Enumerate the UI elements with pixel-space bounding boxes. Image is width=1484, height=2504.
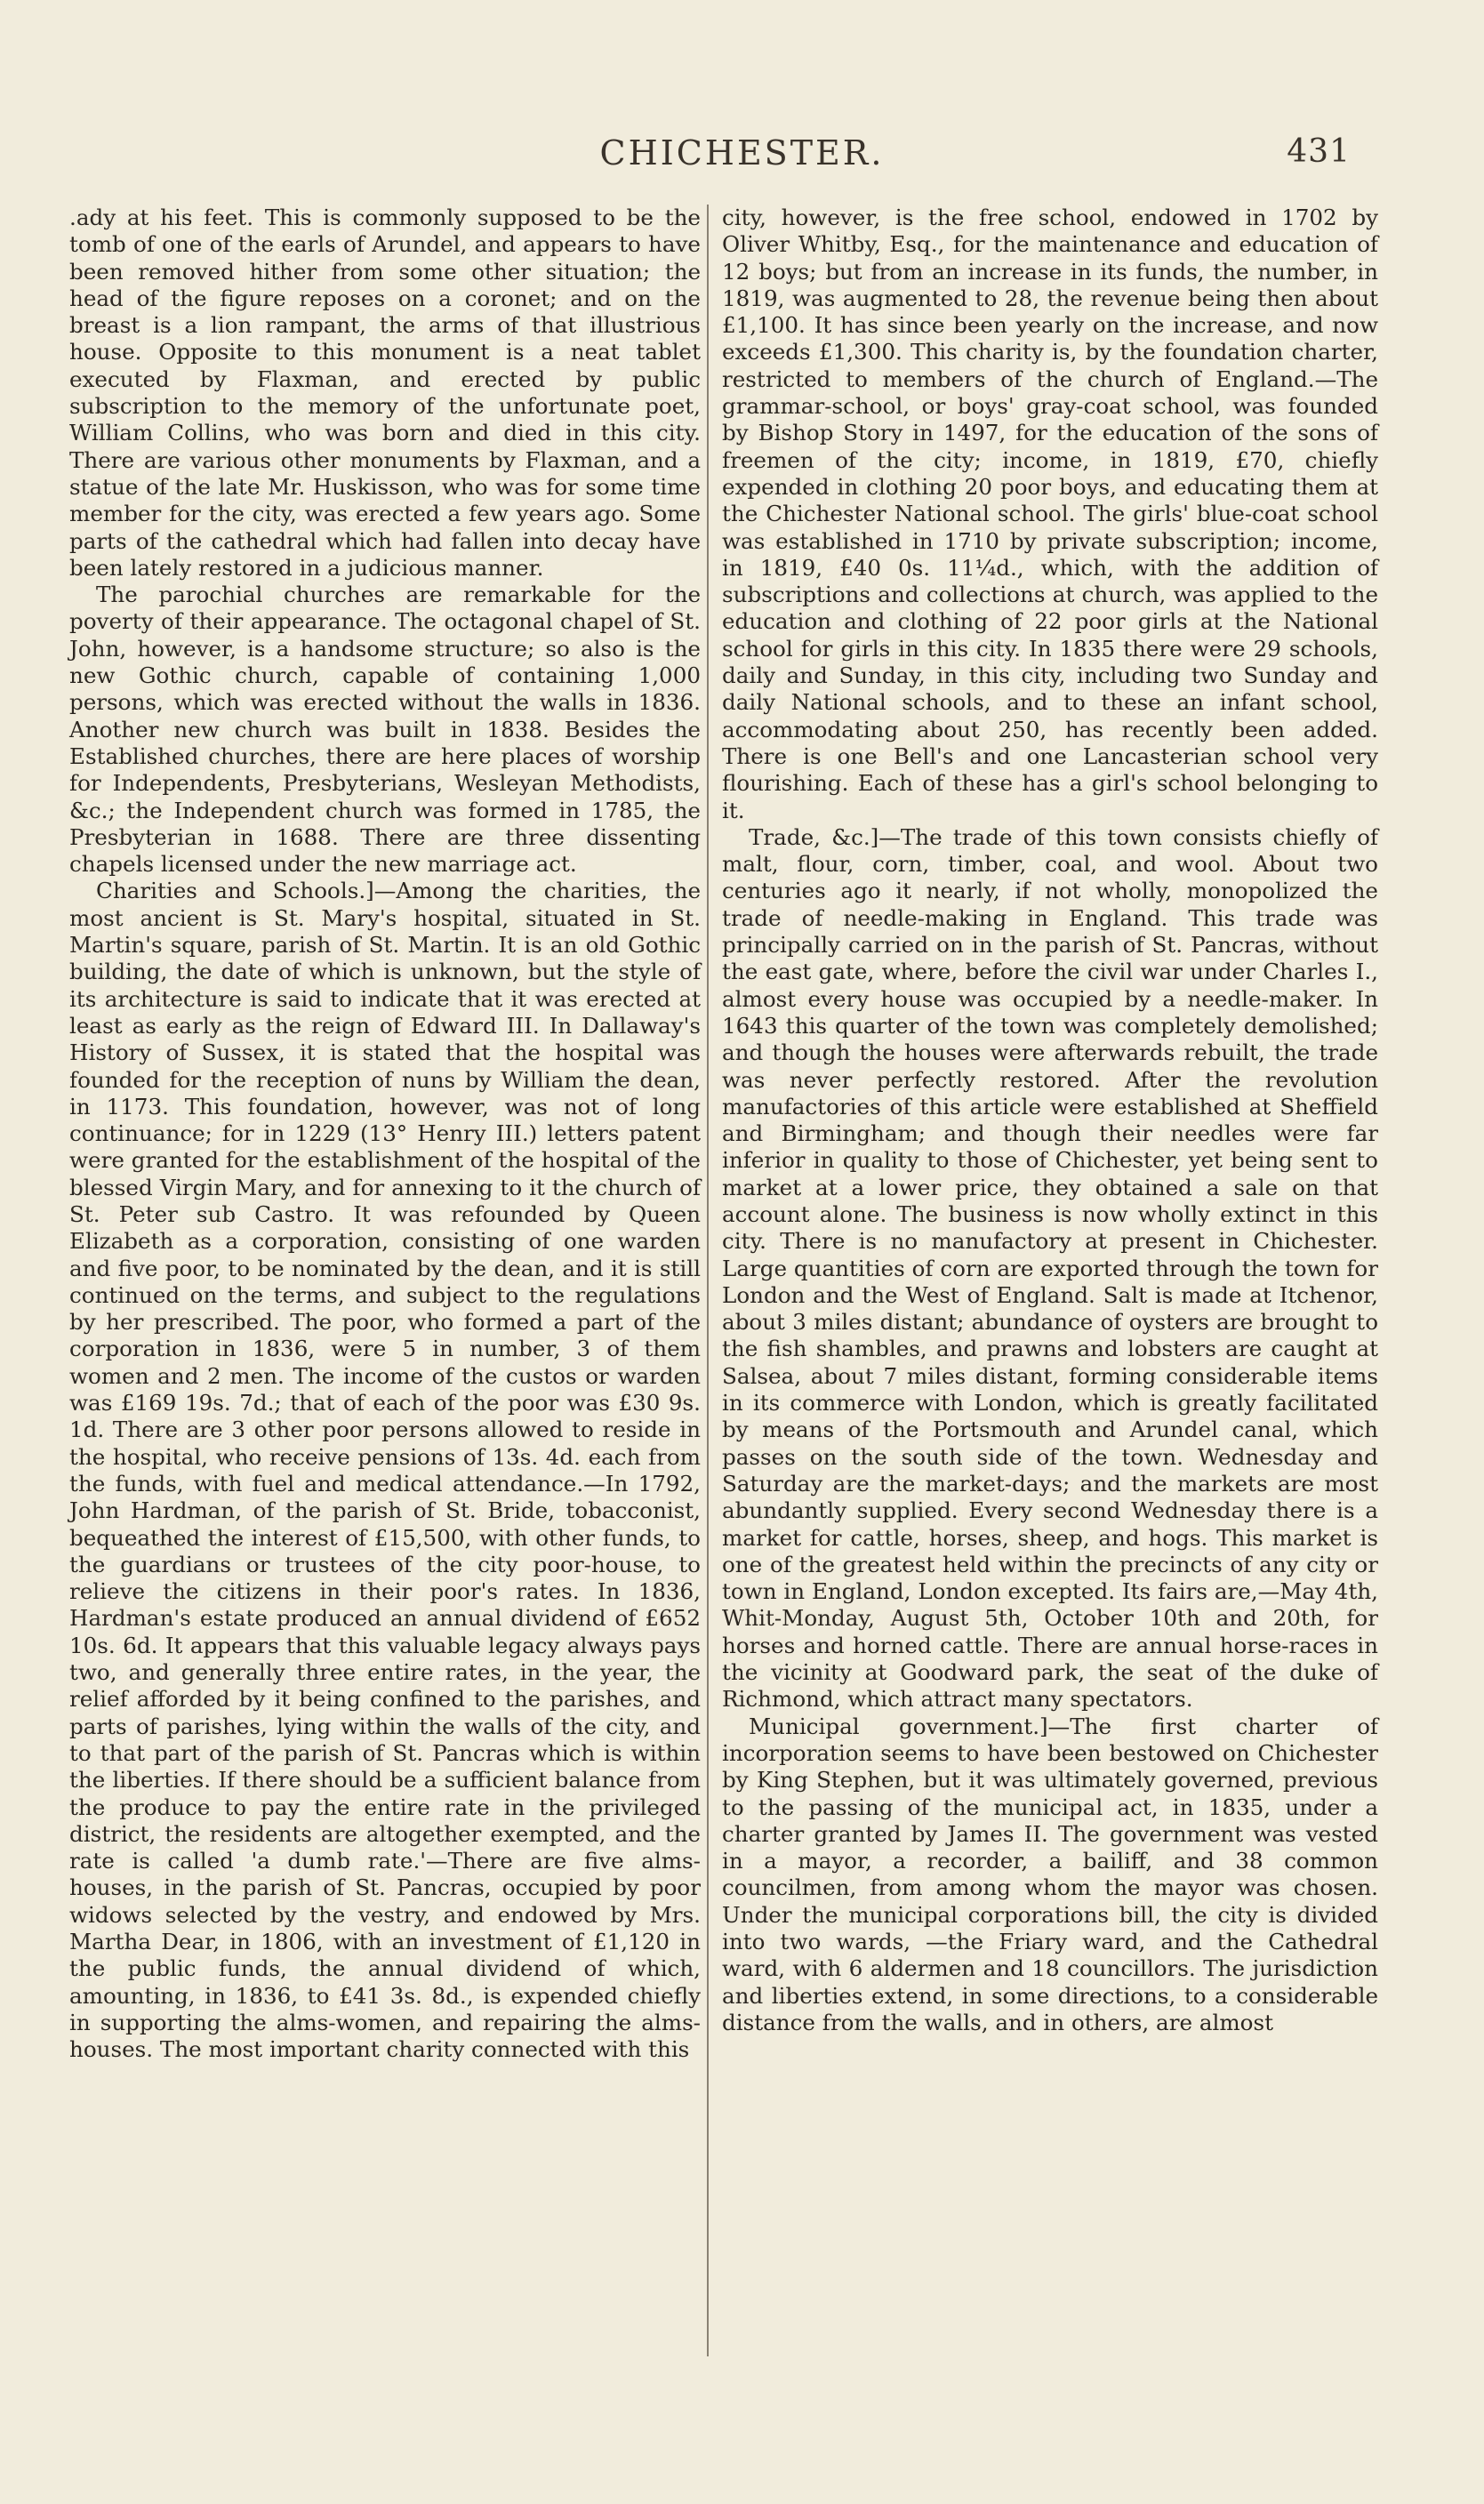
page-header bbox=[0, 133, 1484, 187]
left-column bbox=[69, 205, 701, 2063]
paragraph: The parochial churches are remarkable for the poverty of their appearance. The octagonal chapel of St. John, however, is a handsome structure; so also is the new Gothic church, capable of containing 1,000 persons, which was erected without the walls in 1836. Another new church was built in 1838. Besides the Established churches, there are here places of worship for Independents, Presbyterians, Wesleyan Methodists, &c.; the Independent church was formed in 1785, the Presbyterian in 1688. There are three dissenting chapels licensed under the new marriage act. bbox=[69, 582, 701, 878]
page-number: 431 bbox=[1287, 133, 1351, 170]
running-title: CHICHESTER. bbox=[599, 133, 885, 173]
paragraph: .ady at his feet. This is commonly supposed to be the tomb of one of the earls of Arundel, and appears to have been removed hither from some other situation; the head of the figure reposes on a coronet; and on the breast is a lion rampant, the arms of that illustrious house. Opposite to this monument is a neat tablet executed by Flaxman, and erected by public subscription to the memory of the unfortunate poet, William Collins, who was born and died in this city. There are various other monuments by Flaxman, and a statue of the late Mr. Huskisson, who was for some time member for the city, was erected a few years ago. Some parts of the cathedral which had fallen into decay have been lately restored in a judicious manner. bbox=[69, 205, 701, 581]
right-column bbox=[722, 205, 1378, 2036]
paragraph: Trade, &c.]—The trade of this town consists chiefly of malt, flour, corn, timber, coal, and wool. About two centuries ago it nearly, if not wholly, monopolized the trade of needle-making in England. This trade was principally carried on in the parish of St. Pancras, without the east gate, where, before the civil war under Charles I., almost every house was occupied by a needle-maker. In 1643 this quarter of the town was completely demolished; and though the houses were afterwards rebuilt, the trade was never perfectly restored. After the revolution manufactories of this article were established at Sheffield and Birmingham; and though their needles were far inferior in quality to those of Chichester, yet being sent to market at a lower price, they obtained a sale on that account alone. The business is now wholly extinct in this city. There is no manufactory at present in Chichester. Large quantities of corn are exported through the town for London and the West of England. Salt is made at Itchenor, about 3 miles distant; abundance of oysters are brought to the fish shambles, and prawns and lobsters are caught at Salsea, about 7 miles distant, forming considerable items in its commerce with London, which is greatly facilitated by means of the Portsmouth and Arundel canal, which passes on the south side of the town. Wednesday and Saturday are the market-days; and the markets are most abundantly supplied. Every second Wednesday there is a market for cattle, horses, sheep, and hogs. This market is one of the greatest held within the precincts of any city or town in England, London excepted. Its fairs are,—May 4th, Whit-Monday, August 5th, October 10th and 20th, for horses and horned cattle. There are annual horse-races in the vicinity at Goodward park, the seat of the duke of Richmond, which attract many spectators. bbox=[722, 823, 1378, 1713]
column-divider bbox=[707, 205, 709, 2356]
paragraph: city, however, is the free school, endowed in 1702 by Oliver Whitby, Esq., for the maintenance and education of 12 boys; but from an increase in its funds, the number, in 1819, was augmented to 28, the revenue being then about £1,100. It has since been yearly on the increase, and now exceeds £1,300. This charity is, by the foundation charter, restricted to members of the church of England.—The grammar-school, or boys' gray-coat school, was founded by Bishop Story in 1497, for the education of the sons of freemen of the city; income, in 1819, £70, chiefly expended in clothing 20 poor boys, and educating them at the Chichester National school. The girls' blue-coat school was established in 1710 by private subscription; income, in 1819, £40 0s. 11¼d., which, with the addition of subscriptions and collections at church, was applied to the education and clothing of 22 poor girls at the National school for girls in this city. In 1835 there were 29 schools, daily and Sunday, in this city, including two Sunday and daily National schools, and to these an infant school, accommodating about 250, has recently been added. There is one Bell's and one Lancasterian school very flourishing. Each of these has a girl's school belonging to it. bbox=[722, 205, 1378, 823]
paragraph: Municipal government.]—The first charter of incorporation seems to have been bestowed on Chichester by King Stephen, but it was ultimately governed, previous to the passing of the municipal act, in 1835, under a charter granted by James II. The government was vested in a mayor, a recorder, a bailiff, and 38 common councilmen, from among whom the mayor was chosen. Under the municipal corporations bill, the city is divided into two wards, —the Friary ward, and the Cathedral ward, with 6 aldermen and 18 councillors. The jurisdiction and liberties extend, in some directions, to a considerable distance from the walls, and in others, are almost bbox=[722, 1713, 1378, 2035]
paragraph: Charities and Schools.]—Among the charities, the most ancient is St. Mary's hospital, situated in St. Martin's square, parish of St. Martin. It is an old Gothic building, the date of which is unknown, but the style of its architecture is said to indicate that it was erected at least as early as the reign of Edward III. In Dallaway's History of Sussex, it is stated that the hospital was founded for the reception of nuns by William the dean, in 1173. This foundation, however, was not of long continuance; for in 1229 (13° Henry III.) letters patent were granted for the establishment of the hospital of the blessed Virgin Mary, and for annexing to it the church of St. Peter sub Castro. It was refounded by Queen Elizabeth as a corporation, consisting of one warden and five poor, to be nominated by the dean, and it is still continued on the terms, and subject to the regulations by her prescribed. The poor, who formed a part of the corporation in 1836, were 5 in number, 3 of them women and 2 men. The income of the custos or warden was £169 19s. 7d.; that of each of the poor was £30 9s. 1d. There are 3 other poor persons allowed to reside in the hospital, who receive pensions of 13s. 4d. each from the funds, with fuel and medical attendance.—In 1792, John Hardman, of the parish of St. Bride, tobacconist, bequeathed the interest of £15,500, with other funds, to the guardians or trustees of the city poor-house, to relieve the citizens in their poor's rates. In 1836, Hardman's estate produced an annual dividend of £652 10s. 6d. It appears that this valuable legacy always pays two, and generally three entire rates, in the year, the relief afforded by it being confined to the parishes, and parts of parishes, lying within the walls of the city, and to that part of the parish of St. Pancras which is within the liberties. If there should be a sufficient balance from the produce to pay the entire rate in the privileged district, the residents are altogether exempted, and the rate is called 'a dumb rate.'—There are five alms-houses, in the parish of St. Pancras, occupied by poor widows selected by the vestry, and endowed by Mrs. Martha Dear, in 1806, with an investment of £1,120 in the public funds, the annual dividend of which, amounting, in 1836, to £41 3s. 8d., is expended chiefly in supporting the alms-women, and repairing the alms-houses. The most important charity connected with this bbox=[69, 878, 701, 2063]
